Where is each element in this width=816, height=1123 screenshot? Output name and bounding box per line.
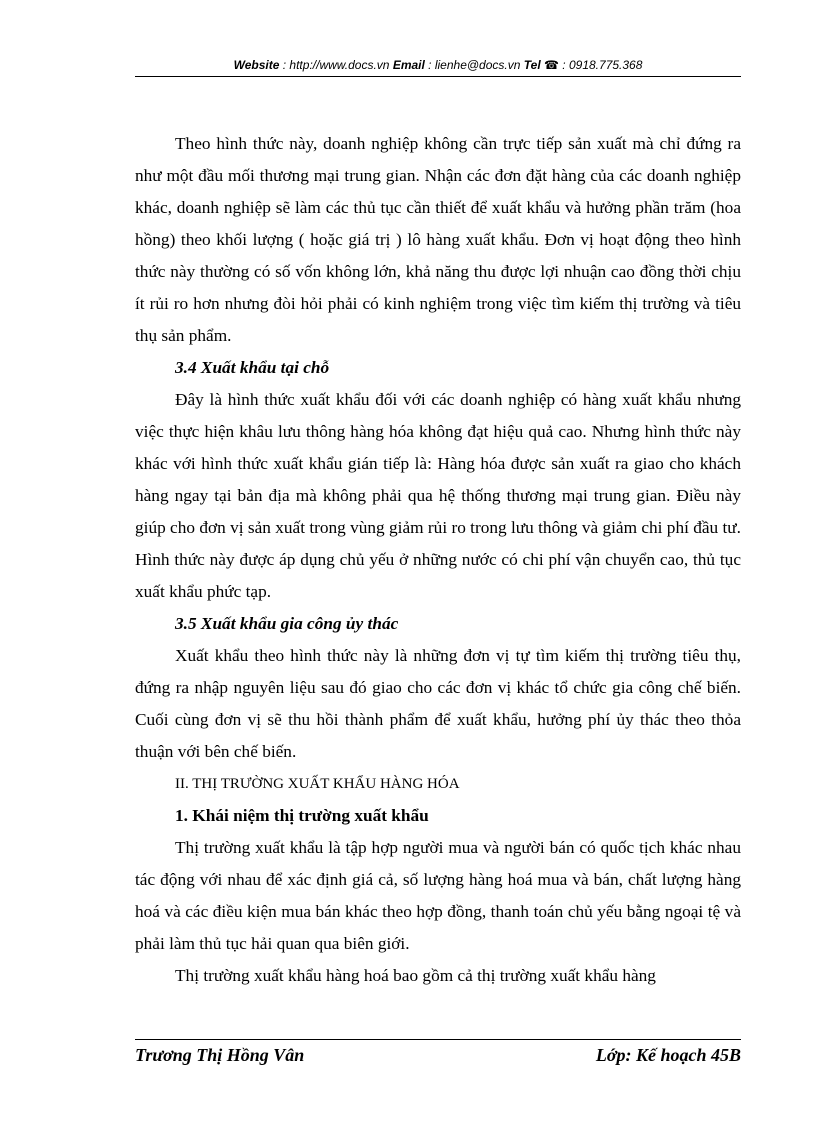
page-footer	[135, 1043, 741, 1067]
header-divider	[135, 76, 741, 77]
footer-author: Trương Thị Hồng Vân	[135, 1045, 305, 1065]
email-label: Email	[392, 58, 425, 72]
phone-icon: ☎	[544, 58, 559, 72]
paragraph: Xuất khẩu theo hình thức này là những đơn vị tự tìm kiếm thị trường tiêu thụ, đứng ra nhập nguyên liệu sau đó giao cho các đơn vị khác tổ chức gia công chế biến. Cuối cùng đơn vị sẽ thu hồi thành phẩm để xuất khẩu, hưởng phí ủy thác theo thỏa thuận với bên chế biến.	[135, 646, 741, 761]
section-heading-3-5: 3.5 Xuất khẩu gia công ủy thác	[175, 614, 399, 633]
email-link[interactable]: lienhe@docs.vn	[434, 58, 521, 72]
footer-divider	[135, 1039, 741, 1040]
section-heading-3-4: 3.4 Xuất khẩu tại chỗ	[175, 358, 330, 377]
chapter-heading-ii: II. THỊ TRƯỜNG XUẤT KHẨU HÀNG HÓA	[175, 776, 460, 792]
paragraph: Đây là hình thức xuất khẩu đối với các doanh nghiệp có hàng xuất khẩu nhưng việc thực hiện khâu lưu thông hàng hóa không đạt hiệu quả cao. Nhưng hình thức này khác với hình thức xuất khẩu gián tiếp là: Hàng hóa được sản xuất ra giao cho khách hàng ngay tại bản địa mà không phải qua hệ thống thương mại trung gian. Điều này giúp cho đơn vị sản xuất trong vùng giảm rủi ro trong lưu thông và giảm chi phí đầu tư. Hình thức này được áp dụng chủ yếu ở những nước có chi phí vận chuyển cao, thủ tục xuất khẩu phức tạp.	[135, 390, 741, 601]
tel-separator: :	[558, 58, 569, 72]
subsection-heading-1: 1. Khái niệm thị trường xuất khẩu	[175, 806, 429, 825]
document-body	[135, 128, 741, 992]
tel-value: 0918.775.368	[568, 58, 643, 72]
page-header	[135, 56, 741, 76]
website-separator: :	[279, 58, 290, 72]
paragraph: Thị trường xuất khẩu hàng hoá bao gồm cả thị trường xuất khẩu hàng	[175, 966, 656, 985]
footer-class: Lớp: Kế hoạch 45B	[595, 1045, 741, 1065]
paragraph: Thị trường xuất khẩu là tập hợp người mua và người bán có quốc tịch khác nhau tác động với nhau để xác định giá cả, số lượng hàng hoá mua và bán, chất lượng hàng hoá và các điều kiện mua bán khác theo hợp đồng, thanh toán chủ yếu bằng ngoại tệ và phải làm thủ tục hải quan qua biên giới.	[135, 838, 741, 953]
tel-label: Tel	[523, 58, 541, 72]
paragraph: Theo hình thức này, doanh nghiệp không cần trực tiếp sản xuất mà chỉ đứng ra như một đầu mối thương mại trung gian. Nhận các đơn đặt hàng của các doanh nghiệp khác, doanh nghiệp sẽ làm các thủ tục cần thiết để xuất khẩu và hưởng phần trăm (hoa hồng) theo khối lượng ( hoặc giá trị ) lô hàng xuất khẩu. Đơn vị hoạt động theo hình thức này thường có số vốn không lớn, khả năng thu được lợi nhuận cao đồng thời chịu ít rủi ro hơn nhưng đòi hỏi phải có kinh nghiệm trong việc tìm kiếm thị trường và tiêu thụ sản phẩm.	[135, 134, 741, 345]
website-label: Website	[233, 58, 280, 72]
email-separator: :	[424, 58, 435, 72]
website-link[interactable]: http://www.docs.vn	[289, 58, 390, 72]
